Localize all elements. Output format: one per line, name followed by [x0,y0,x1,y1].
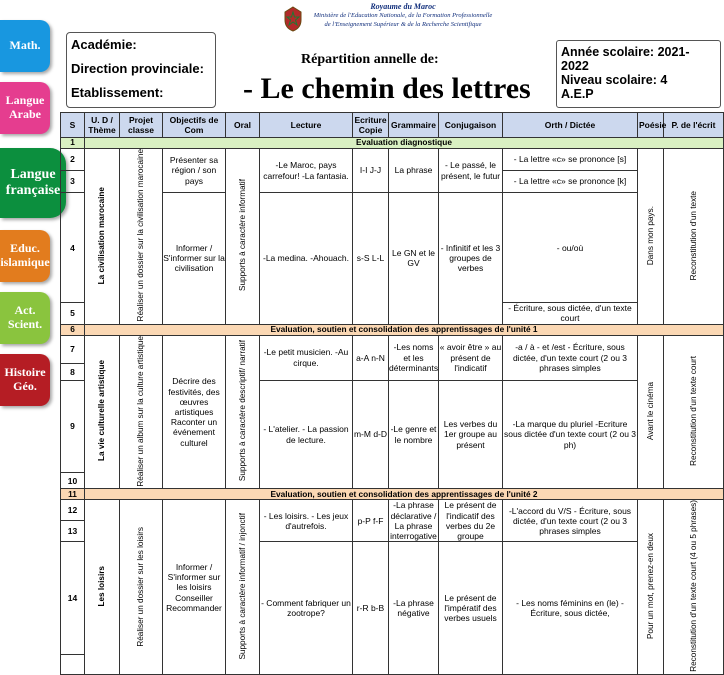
ecrit-cell: Reconstitution d'un texte court [664,335,724,489]
week-number: 7 [61,335,85,363]
col-header-theme: U. D / Thème [85,113,120,138]
lecture-cell: - L'atelier. - La passion de lecture. [260,380,353,489]
nav-tab-francais[interactable]: Langue française [0,148,66,218]
week-number: 5 [61,303,85,324]
nav-tab-math[interactable]: Math. [0,20,50,72]
lecture-cell: - Comment fabriquer un zootrope? [260,542,353,675]
unit-projet: Réaliser un dossier sur les loisirs [120,500,163,675]
objectif-cell: Informer / S'informer sur la civilisation [163,193,226,325]
school-info-box [66,32,216,108]
col-header-conjugaison: Conjugaison [439,113,503,138]
grammaire-cell: Le GN et le GV [389,193,439,325]
ministry-line-2: de l'Enseignement Supérieur & de la Recherche Scientifique [324,20,482,28]
grammaire-cell: La phrase [389,149,439,193]
objectif-cell: Décrire des festivités, des œuvres artistiques Raconter un événement culturel [163,335,226,489]
week-number: 2 [61,149,85,171]
week-number: 8 [61,363,85,380]
repartition-table [60,112,724,675]
grammaire-cell: -Les noms et les déterminants [389,335,439,380]
direction-label: Direction provinciale: [71,61,204,76]
repartition-label: Répartition annelle de: [301,52,439,67]
grammaire-cell: -Le genre et le nombre [389,380,439,489]
lecture-cell: -Le petit musicien. -Au cirque. [260,335,353,380]
objectif-cell: Informer / S'informer sur les loisirs Conseiller Recommander [163,500,226,675]
col-header-s: S [61,113,85,138]
poesie-cell: Pour un mot, prenez-en deux [638,500,664,675]
orth-cell: -L'accord du V/S - Écriture, sous dictée, d'un texte court (2 ou 3 phrases simples [503,500,638,542]
unit-theme: La vie culturelle artistique [85,335,120,489]
unit-projet: Réaliser un album sur la culture artistique [120,335,163,489]
week-number: 1 [61,138,85,149]
grammaire-cell: -La phrase négative [389,542,439,675]
ministry-line-1: Ministère de l'Education Nationale, de la Formation Professionnelle [313,12,493,20]
col-header-orth: Orth / Dictée [503,113,638,138]
orth-cell: - Les noms féminins en (le) - Écriture, sous dictée, [503,542,638,675]
etablissement-label: Etablissement: [71,85,164,100]
nav-tab-arabe[interactable]: Langue Arabe [0,82,50,134]
col-header-ecriture: Ecriture Copie [353,113,389,138]
page-title: - Le chemin des lettres [243,72,531,105]
nav-tab-islamique[interactable]: Educ. islamique [0,230,50,282]
ecriture-cell: a-A n-N [353,335,389,380]
annee-scolaire: Année scolaire: 2021-2022 [561,45,690,73]
eval-diagnostic-bar: Evaluation diagnostique [85,138,724,149]
orth-cell: - La lettre «c» se prononce [k] [503,171,638,193]
col-header-grammaire: Grammaire [389,113,439,138]
conjugaison-cell: Le présent de l'impératif des verbes usuels [439,542,503,675]
ecriture-cell: m-M d-D [353,380,389,489]
week-number: 14 [61,542,85,655]
week-number-blank [61,655,85,675]
week-number: 12 [61,500,85,521]
lecture-cell: - Les loisirs. - Les jeux d'autrefois. [260,500,353,542]
col-header-poesie: Poésie [638,113,664,138]
ecrit-cell: Reconstitution d'un texte [664,149,724,325]
col-header-ecrit: P. de l'écrit [664,113,724,138]
eval-unit1-bar: Evaluation, soutien et consolidation des apprentissages de l'unité 1 [85,324,724,335]
nav-tab-sciences[interactable]: Act. Scient. [0,292,50,344]
week-number: 9 [61,380,85,473]
objectif-cell: Présenter sa région / son pays [163,149,226,193]
table-row [61,500,724,521]
lecture-cell: -La medina. -Ahouach. [260,193,353,325]
col-header-lecture: Lecture [260,113,353,138]
table-row [61,149,724,171]
col-header-projet: Projet classe [120,113,163,138]
grammaire-cell: -La phrase déclarative / La phrase interrogative [390,500,437,542]
oral-cell: Supports à caractère informatif [226,149,260,325]
table-row [61,489,724,500]
poesie-cell: Dans mon pays. [638,149,664,325]
oral-cell: Supports à caractère descriptif/ narratif [226,335,260,489]
table-row [61,335,724,363]
conjugaison-cell: Le présent de l'indicatif des verbes du 2e groupe [439,500,503,542]
orth-cell: - Écriture, sous dictée, d'un texte court [503,303,638,324]
orth-cell: - ou/où [503,193,638,303]
unit-theme: Les loisirs [85,500,120,675]
lecture-cell: -Le Maroc, pays carrefour! -La fantasia. [260,149,353,193]
table-header-row [61,113,724,138]
table-row [61,324,724,335]
week-number: 13 [61,521,85,542]
aep-label: A.E.P [561,87,594,101]
conjugaison-cell: - Infinitif et les 3 groupes de verbes [439,193,503,325]
moroccan-emblem-icon [282,6,304,32]
academie-label: Académie: [71,37,137,52]
nav-tab-histoire[interactable]: Histoire Géo. [0,354,50,406]
table-row [61,138,724,149]
orth-cell: -a / à - et /est - Écriture, sous dictée, d'un texte court (2 ou 3 phrases simples [503,335,638,380]
unit-theme: La civilisation marocaine [85,149,120,325]
poesie-cell: Avant le cinéma [638,335,664,489]
col-header-objectifs: Objectifs de Com [163,113,226,138]
conjugaison-cell: Les verbes du 1er groupe au présent [439,380,503,489]
conjugaison-cell: - Le passé, le présent, le futur [439,149,503,193]
oral-cell: Supports à caractère informatif / injonctif [226,500,260,675]
ecriture-cell: s-S L-L [353,193,389,325]
ministry-header [308,2,498,29]
ecriture-cell: r-R b-B [353,542,389,675]
col-header-oral: Oral [226,113,260,138]
kingdom-title: Royaume du Maroc [370,2,436,11]
unit-projet: Réaliser un dossier sur la civilisation marocaine [120,149,163,325]
year-info-box [556,40,721,108]
ecrit-cell: Reconstitution d'un texte court (4 ou 5 phrases) [664,500,724,675]
ecriture-cell: I-I J-J [353,149,389,193]
week-number: 11 [61,489,85,500]
orth-cell: - La lettre «c» se prononce [s] [503,149,638,171]
week-number: 6 [61,324,85,335]
week-number: 10 [61,473,85,489]
conjugaison-cell: « avoir être » au présent de l'indicatif [439,335,503,380]
ecriture-cell: p-P f-F [353,500,389,542]
niveau-scolaire: Niveau scolaire: 4 [561,73,668,87]
orth-cell: -La marque du pluriel -Ecriture sous dictée d'un texte court (2 ou 3 ph) [503,380,638,489]
week-number: 3 [61,171,85,193]
eval-unit2-bar: Evaluation, soutien et consolidation des apprentissages de l'unité 2 [85,489,724,500]
week-number: 4 [61,193,85,303]
